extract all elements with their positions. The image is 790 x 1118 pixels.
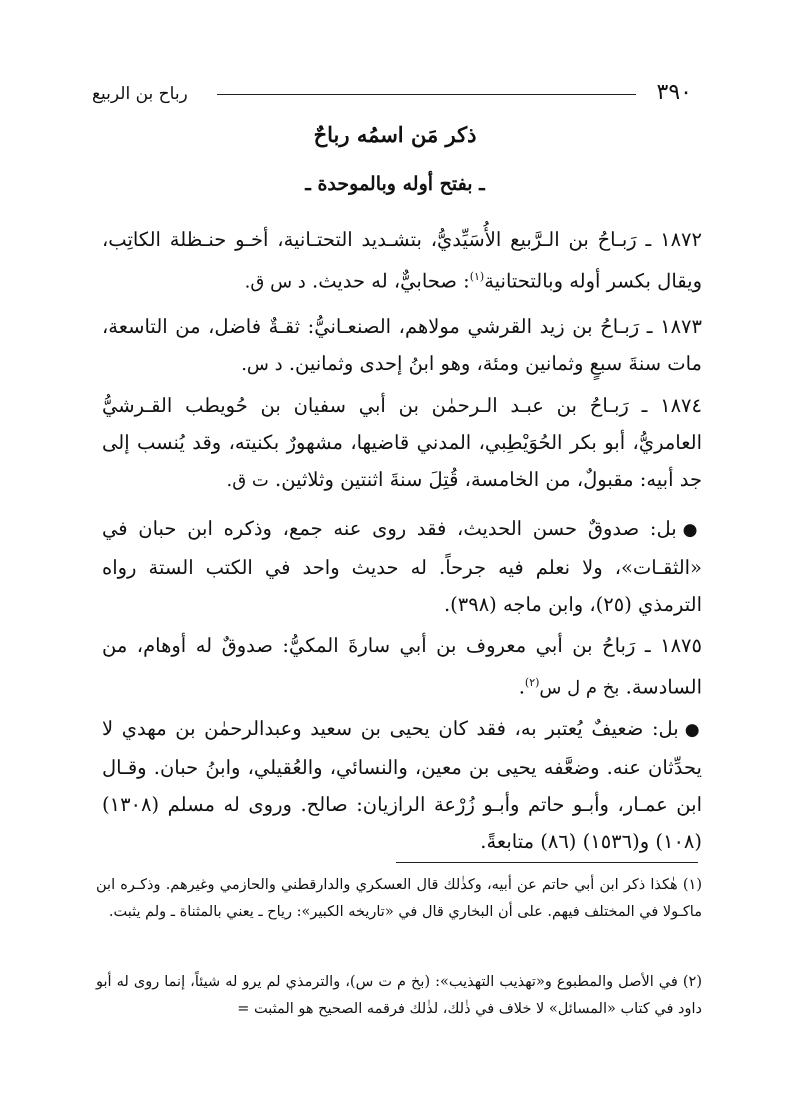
running-title: رباح بن الربيع [92,84,188,104]
section-subtitle: ـ بفتح أوله وبالموحدة ـ [305,173,485,195]
footnote-1: (١) هٰكذا ذكر ابن أبي حاتم عن أبيه، وكذٰلك قال العسكري والدارقطني والحازمي وغيرهم. وذكـره ابن ماكـولا في المختلف فيهم. على أن البخاري قال في «تاريخه الكبير»: رياح ـ يعني بالمثناة ـ ولم يثبت. [96,877,702,920]
note-text: بل: ضعيفٌ يُعتبر به، فقد كان يحيى بن سعيد وعبدالرحمٰن بن مهدي لا يحدِّثان عنه. وضعَّفه يحيى بن معين، والنسائي، والعُقيلي، وابنُ حبان. وقـال ابن عمـار، وأبـو حاتم وأبـو زُرْعة الرازيان: صالح. وروى له مسلم (١٣٠٨) (١٠٨) و(١٥٣٦) (٨٦) متابعةً. [102,717,702,853]
header-rule [217,94,636,95]
bullet-icon: ● [682,520,702,540]
bullet-icon: ● [684,720,702,740]
entry-1875 [102,627,702,707]
footnote-rule [396,862,698,863]
footnote-ref: (١) [469,270,485,283]
entry-1874 [102,387,702,499]
page-header [92,80,692,110]
entry-text: ١٨٧٤ ـ رَبـاحُ بن عبـد الـرحمٰن بن أبي سفيان بن حُويطب القـرشيُّ العامريُّ، أبو بكر الحُوَيْطِبي، المدني قاضيها، مشهورٌ بكنيته، وقد يُنسب إلى جد أبيه: مقبولٌ، من الخامسة، قُتِلَ سنةَ اثنتين وثلاثين. [102,394,702,491]
entry-text: ١٨٧٢ ـ رَبـاحُ بن الـرَّبيع الأُسَيِّديُّ، بتشـديد التحتـانية، أخـو حنـظلة الكاتِب، ويقال بكسر أوله وبالتحتانية [102,228,702,293]
footnote-ref: (٢) [524,676,540,689]
entry-text-continued: : صحابيٌّ، له حديث. [312,269,470,293]
source-codes: د س. [241,354,283,375]
editor-note-1875 [102,710,702,860]
source-codes: بخ م ل س [539,677,620,699]
page-number: ٣٩٠ [656,80,692,105]
note-text: بل: صدوقٌ حسن الحديث، فقد روى عنه جمع، وذكره ابن حبان في «الثقـات»، ولا نعلم فيه جرحاً. له حديث واحد في الكتب الستة رواه الترمذي (٢٥)، وابن ماجه (٣٩٨). [102,517,702,616]
entry-1872 [102,221,702,301]
source-codes: ت ق. [226,470,269,491]
editor-note-1874 [102,510,702,623]
section-title: ذكر مَن اسمُه رباحٌ [313,122,477,147]
footnote-2: (٢) في الأصل والمطبوع و«تهذيب التهذيب»: (بخ م ت س)، والترمذي لم يرو له شيئاً، إنما روى له أبو داود في كتاب «المسائل» لا خلاف في ذٰلك، لذٰلك فرقمه الصحيح هو المثبت = [96,974,702,1017]
entry-text: ١٨٧٥ ـ رَباحُ بن أبي معروف بن أبي سارةَ المكيُّ: صدوقٌ له أوهام، من السادسة. [102,634,702,699]
source-codes: د س ق. [244,271,306,293]
entry-text-continued: . [518,675,525,699]
entry-1873 [102,308,702,383]
entry-text: ١٨٧٣ ـ رَبـاحُ بن زيد القرشي مولاهم، الصنعـانيُّ: ثقـةٌ فاضل، من التاسعة، مات سنةَ سبعٍ وثمانين ومئة، وهو ابنُ إحدى وثمانين. [102,315,702,375]
